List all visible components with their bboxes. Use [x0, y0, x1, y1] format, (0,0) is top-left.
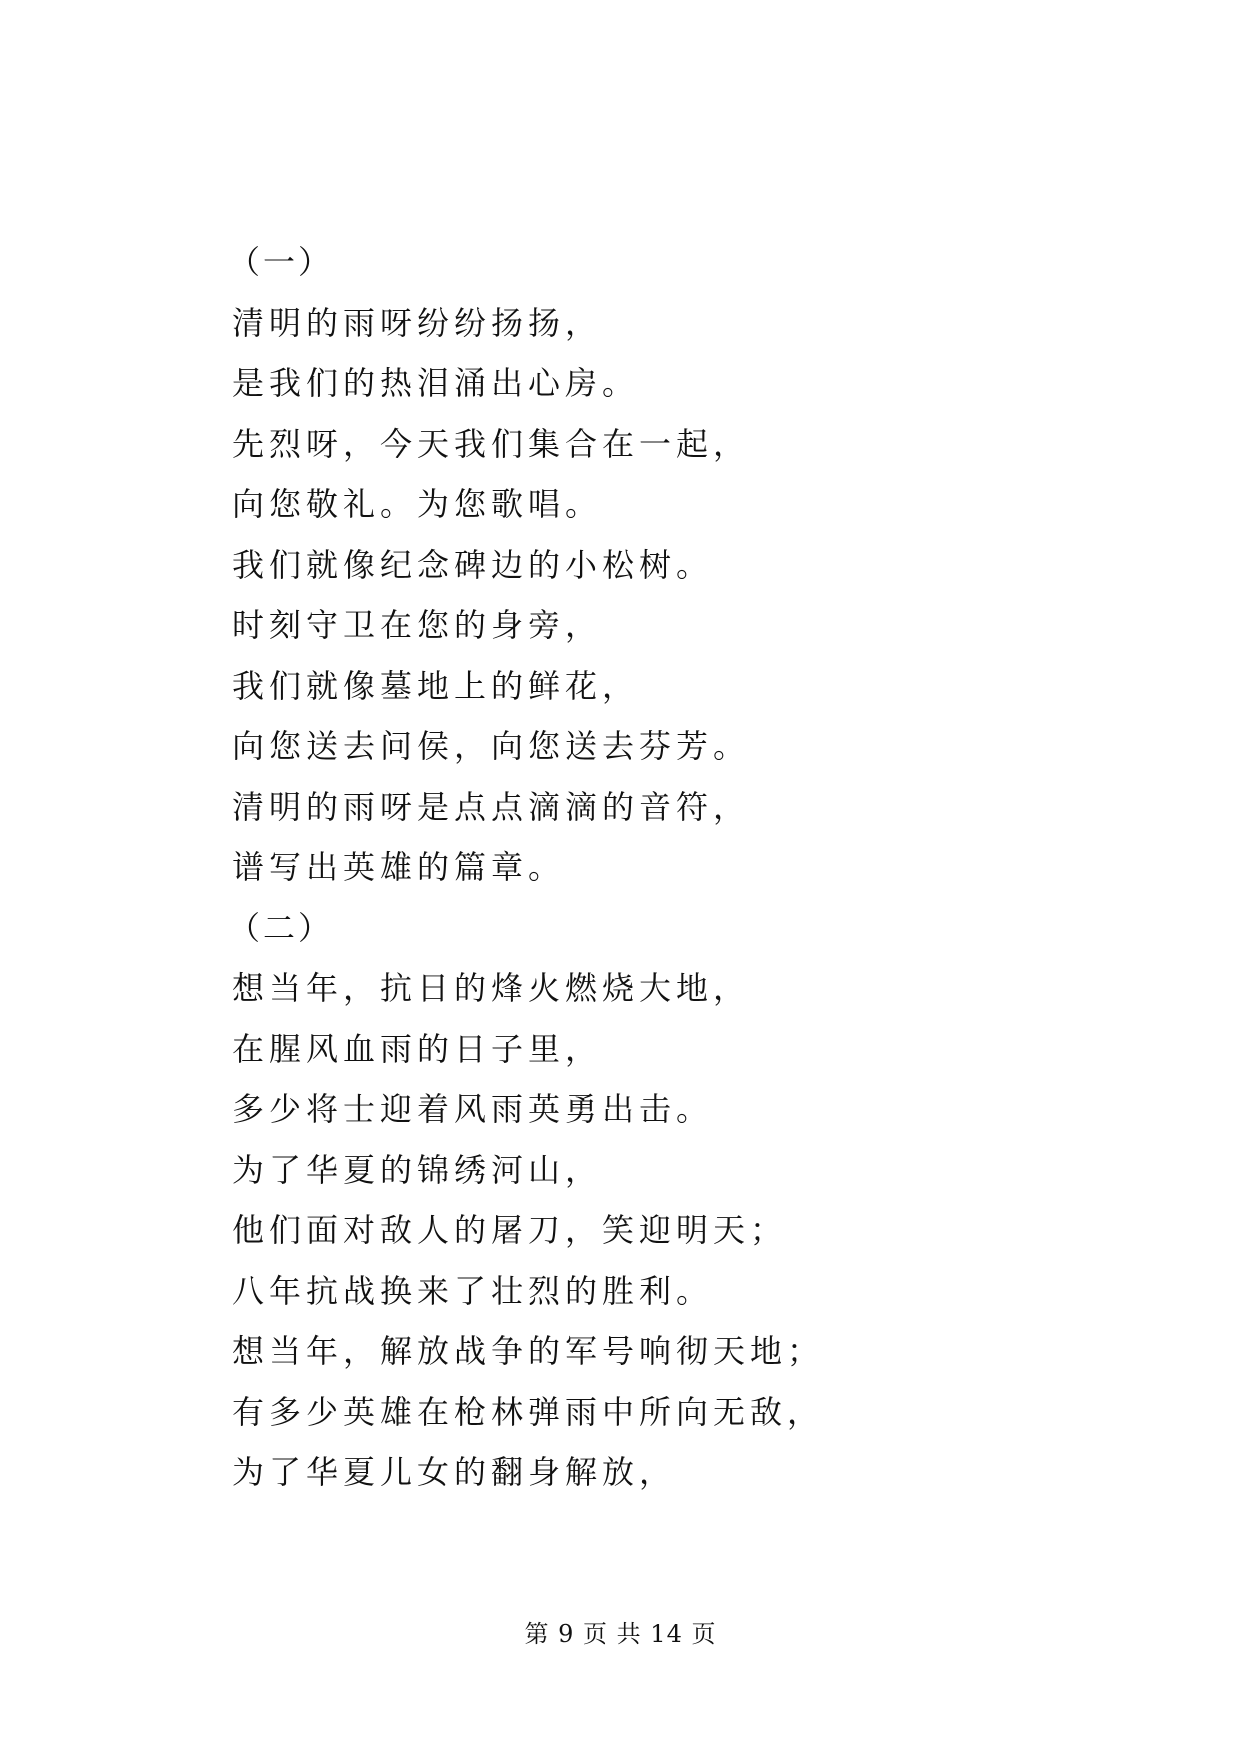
poem-body: [228, 232, 1032, 1503]
poem-line: 多少将士迎着风雨英勇出击。: [232, 1090, 714, 1128]
poem-line: 有多少英雄在枪林弹雨中所向无敌，: [232, 1392, 825, 1431]
poem-line: 想当年，抗日的烽火燃烧大地，: [232, 969, 751, 1007]
poem-line: 清明的雨呀是点点滴滴的音符，: [232, 787, 751, 826]
poem-line: 谱写出英雄的篇章。: [232, 848, 566, 886]
page-number-footer: 第 9 页 共 14 页: [524, 1620, 717, 1648]
poem-line: 清明的雨呀纷纷扬扬，: [232, 303, 603, 342]
poem-line: 他们面对敌人的屠刀，笑迎明天；: [232, 1211, 788, 1249]
poem-line: 我们就像墓地上的鲜花，: [232, 666, 640, 705]
poem-line: 先烈呀，今天我们集合在一起，: [232, 424, 751, 463]
poem-line: 在腥风血雨的日子里，: [232, 1029, 603, 1068]
section-heading-1: （一）: [228, 243, 334, 281]
poem-line: 我们就像纪念碑边的小松树。: [232, 545, 714, 584]
poem-line: 是我们的热泪涌出心房。: [232, 364, 640, 402]
poem-line: 为了华夏儿女的翻身解放，: [232, 1453, 677, 1491]
poem-line: 时刻守卫在您的身旁，: [232, 606, 603, 644]
poem-line: 想当年，解放战争的军号响彻天地；: [232, 1332, 825, 1370]
poem-line: 八年抗战换来了壮烈的胜利。: [232, 1271, 714, 1310]
poem-line: 为了华夏的锦绣河山，: [232, 1150, 603, 1189]
poem-line: 向您送去问侯，向您送去芬芳。: [232, 727, 751, 765]
section-heading-2: （二）: [228, 908, 334, 947]
poem-line: 向您敬礼。为您歌唱。: [232, 485, 603, 523]
